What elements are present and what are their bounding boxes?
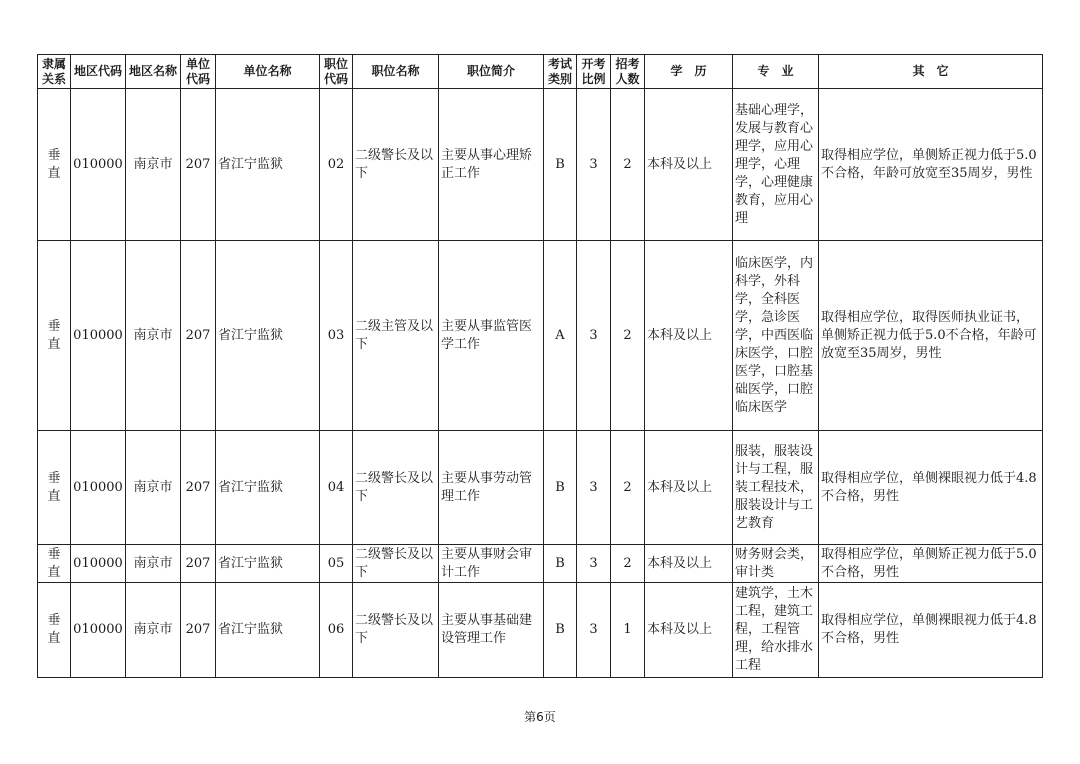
cell-other: 取得相应学位，取得医师执业证书，单侧矫正视力低于5.0不合格，年龄可放宽至35周岁，男性 [819, 241, 1043, 431]
cell-major: 临床医学，内科学，外科学，全科医学，急诊医学，中西医临床医学，口腔医学，口腔基础医学，口腔临床医学 [733, 241, 819, 431]
cell-other: 取得相应学位，单侧裸眼视力低于4.8不合格，男性 [819, 583, 1043, 678]
cell-other: 取得相应学位，单侧矫正视力低于5.0不合格，男性 [819, 545, 1043, 583]
cell-education: 本科及以上 [645, 545, 733, 583]
header-position-code: 职位代码 [320, 55, 353, 89]
cell-ratio: 3 [577, 545, 611, 583]
cell-area-code: 010000 [71, 241, 126, 431]
table-row [38, 89, 1043, 241]
cell-major: 财务财会类，审计类 [733, 545, 819, 583]
cell-other: 取得相应学位，单侧矫正视力低于5.0不合格，年龄可放宽至35周岁，男性 [819, 89, 1043, 241]
header-ratio: 开考比例 [577, 55, 611, 89]
cell-area-name: 南京市 [126, 89, 181, 241]
cell-position-name: 二级主管及以下 [353, 241, 439, 431]
cell-recruit: 2 [611, 89, 645, 241]
cell-position-desc: 主要从事基础建设管理工作 [439, 583, 544, 678]
cell-position-desc: 主要从事心理矫正工作 [439, 89, 544, 241]
cell-position-desc: 主要从事监管医学工作 [439, 241, 544, 431]
header-education: 学 历 [645, 55, 733, 89]
header-position-desc: 职位简介 [439, 55, 544, 89]
cell-affiliation: 垂直 [38, 431, 71, 545]
header-area-code: 地区代码 [71, 55, 126, 89]
cell-affiliation: 垂直 [38, 89, 71, 241]
cell-area-name: 南京市 [126, 583, 181, 678]
cell-area-code: 010000 [71, 583, 126, 678]
cell-position-desc: 主要从事财会审计工作 [439, 545, 544, 583]
cell-position-code: 05 [320, 545, 353, 583]
cell-area-code: 010000 [71, 89, 126, 241]
table-row [38, 545, 1043, 583]
cell-education: 本科及以上 [645, 89, 733, 241]
cell-position-code: 03 [320, 241, 353, 431]
cell-area-name: 南京市 [126, 241, 181, 431]
header-major: 专 业 [733, 55, 819, 89]
header-other: 其 它 [819, 55, 1043, 89]
job-table [37, 54, 1043, 678]
header-position-name: 职位名称 [353, 55, 439, 89]
cell-position-name: 二级警长及以下 [353, 545, 439, 583]
cell-position-name: 二级警长及以下 [353, 583, 439, 678]
cell-exam-type: B [544, 431, 577, 545]
table-row [38, 241, 1043, 431]
cell-area-name: 南京市 [126, 545, 181, 583]
cell-affiliation: 垂直 [38, 241, 71, 431]
cell-recruit: 2 [611, 545, 645, 583]
cell-recruit: 2 [611, 241, 645, 431]
cell-position-code: 02 [320, 89, 353, 241]
cell-ratio: 3 [577, 583, 611, 678]
cell-position-code: 04 [320, 431, 353, 545]
cell-unit-code: 207 [181, 89, 216, 241]
header-area-name: 地区名称 [126, 55, 181, 89]
cell-area-code: 010000 [71, 545, 126, 583]
cell-major: 基础心理学，发展与教育心理学，应用心理学，心理学，心理健康教育，应用心理 [733, 89, 819, 241]
header-unit-code: 单位代码 [181, 55, 216, 89]
cell-unit-code: 207 [181, 583, 216, 678]
page-number: 第6页 [524, 710, 556, 724]
cell-area-name: 南京市 [126, 431, 181, 545]
cell-ratio: 3 [577, 89, 611, 241]
cell-recruit: 1 [611, 583, 645, 678]
cell-unit-name: 省江宁监狱 [216, 545, 320, 583]
header-exam-type: 考试类别 [544, 55, 577, 89]
cell-unit-name: 省江宁监狱 [216, 583, 320, 678]
table-row [38, 431, 1043, 545]
cell-position-name: 二级警长及以下 [353, 431, 439, 545]
header-row [38, 55, 1043, 89]
cell-exam-type: B [544, 545, 577, 583]
cell-major: 服装，服装设计与工程，服装工程技术，服装设计与工艺教育 [733, 431, 819, 545]
cell-exam-type: B [544, 89, 577, 241]
cell-unit-code: 207 [181, 545, 216, 583]
cell-ratio: 3 [577, 241, 611, 431]
cell-unit-name: 省江宁监狱 [216, 241, 320, 431]
cell-exam-type: B [544, 583, 577, 678]
cell-position-code: 06 [320, 583, 353, 678]
cell-other: 取得相应学位，单侧裸眼视力低于4.8不合格，男性 [819, 431, 1043, 545]
cell-unit-code: 207 [181, 241, 216, 431]
cell-education: 本科及以上 [645, 583, 733, 678]
table-row [38, 583, 1043, 678]
cell-unit-name: 省江宁监狱 [216, 89, 320, 241]
cell-position-name: 二级警长及以下 [353, 89, 439, 241]
cell-education: 本科及以上 [645, 241, 733, 431]
cell-major: 建筑学，土木工程，建筑工程，工程管理，给水排水工程 [733, 583, 819, 678]
header-recruit: 招考人数 [611, 55, 645, 89]
cell-education: 本科及以上 [645, 431, 733, 545]
cell-unit-name: 省江宁监狱 [216, 431, 320, 545]
cell-position-desc: 主要从事劳动管理工作 [439, 431, 544, 545]
cell-exam-type: A [544, 241, 577, 431]
cell-affiliation: 垂直 [38, 545, 71, 583]
cell-ratio: 3 [577, 431, 611, 545]
cell-recruit: 2 [611, 431, 645, 545]
cell-affiliation: 垂直 [38, 583, 71, 678]
cell-area-code: 010000 [71, 431, 126, 545]
cell-unit-code: 207 [181, 431, 216, 545]
header-affiliation: 隶属关系 [38, 55, 71, 89]
header-unit-name: 单位名称 [216, 55, 320, 89]
